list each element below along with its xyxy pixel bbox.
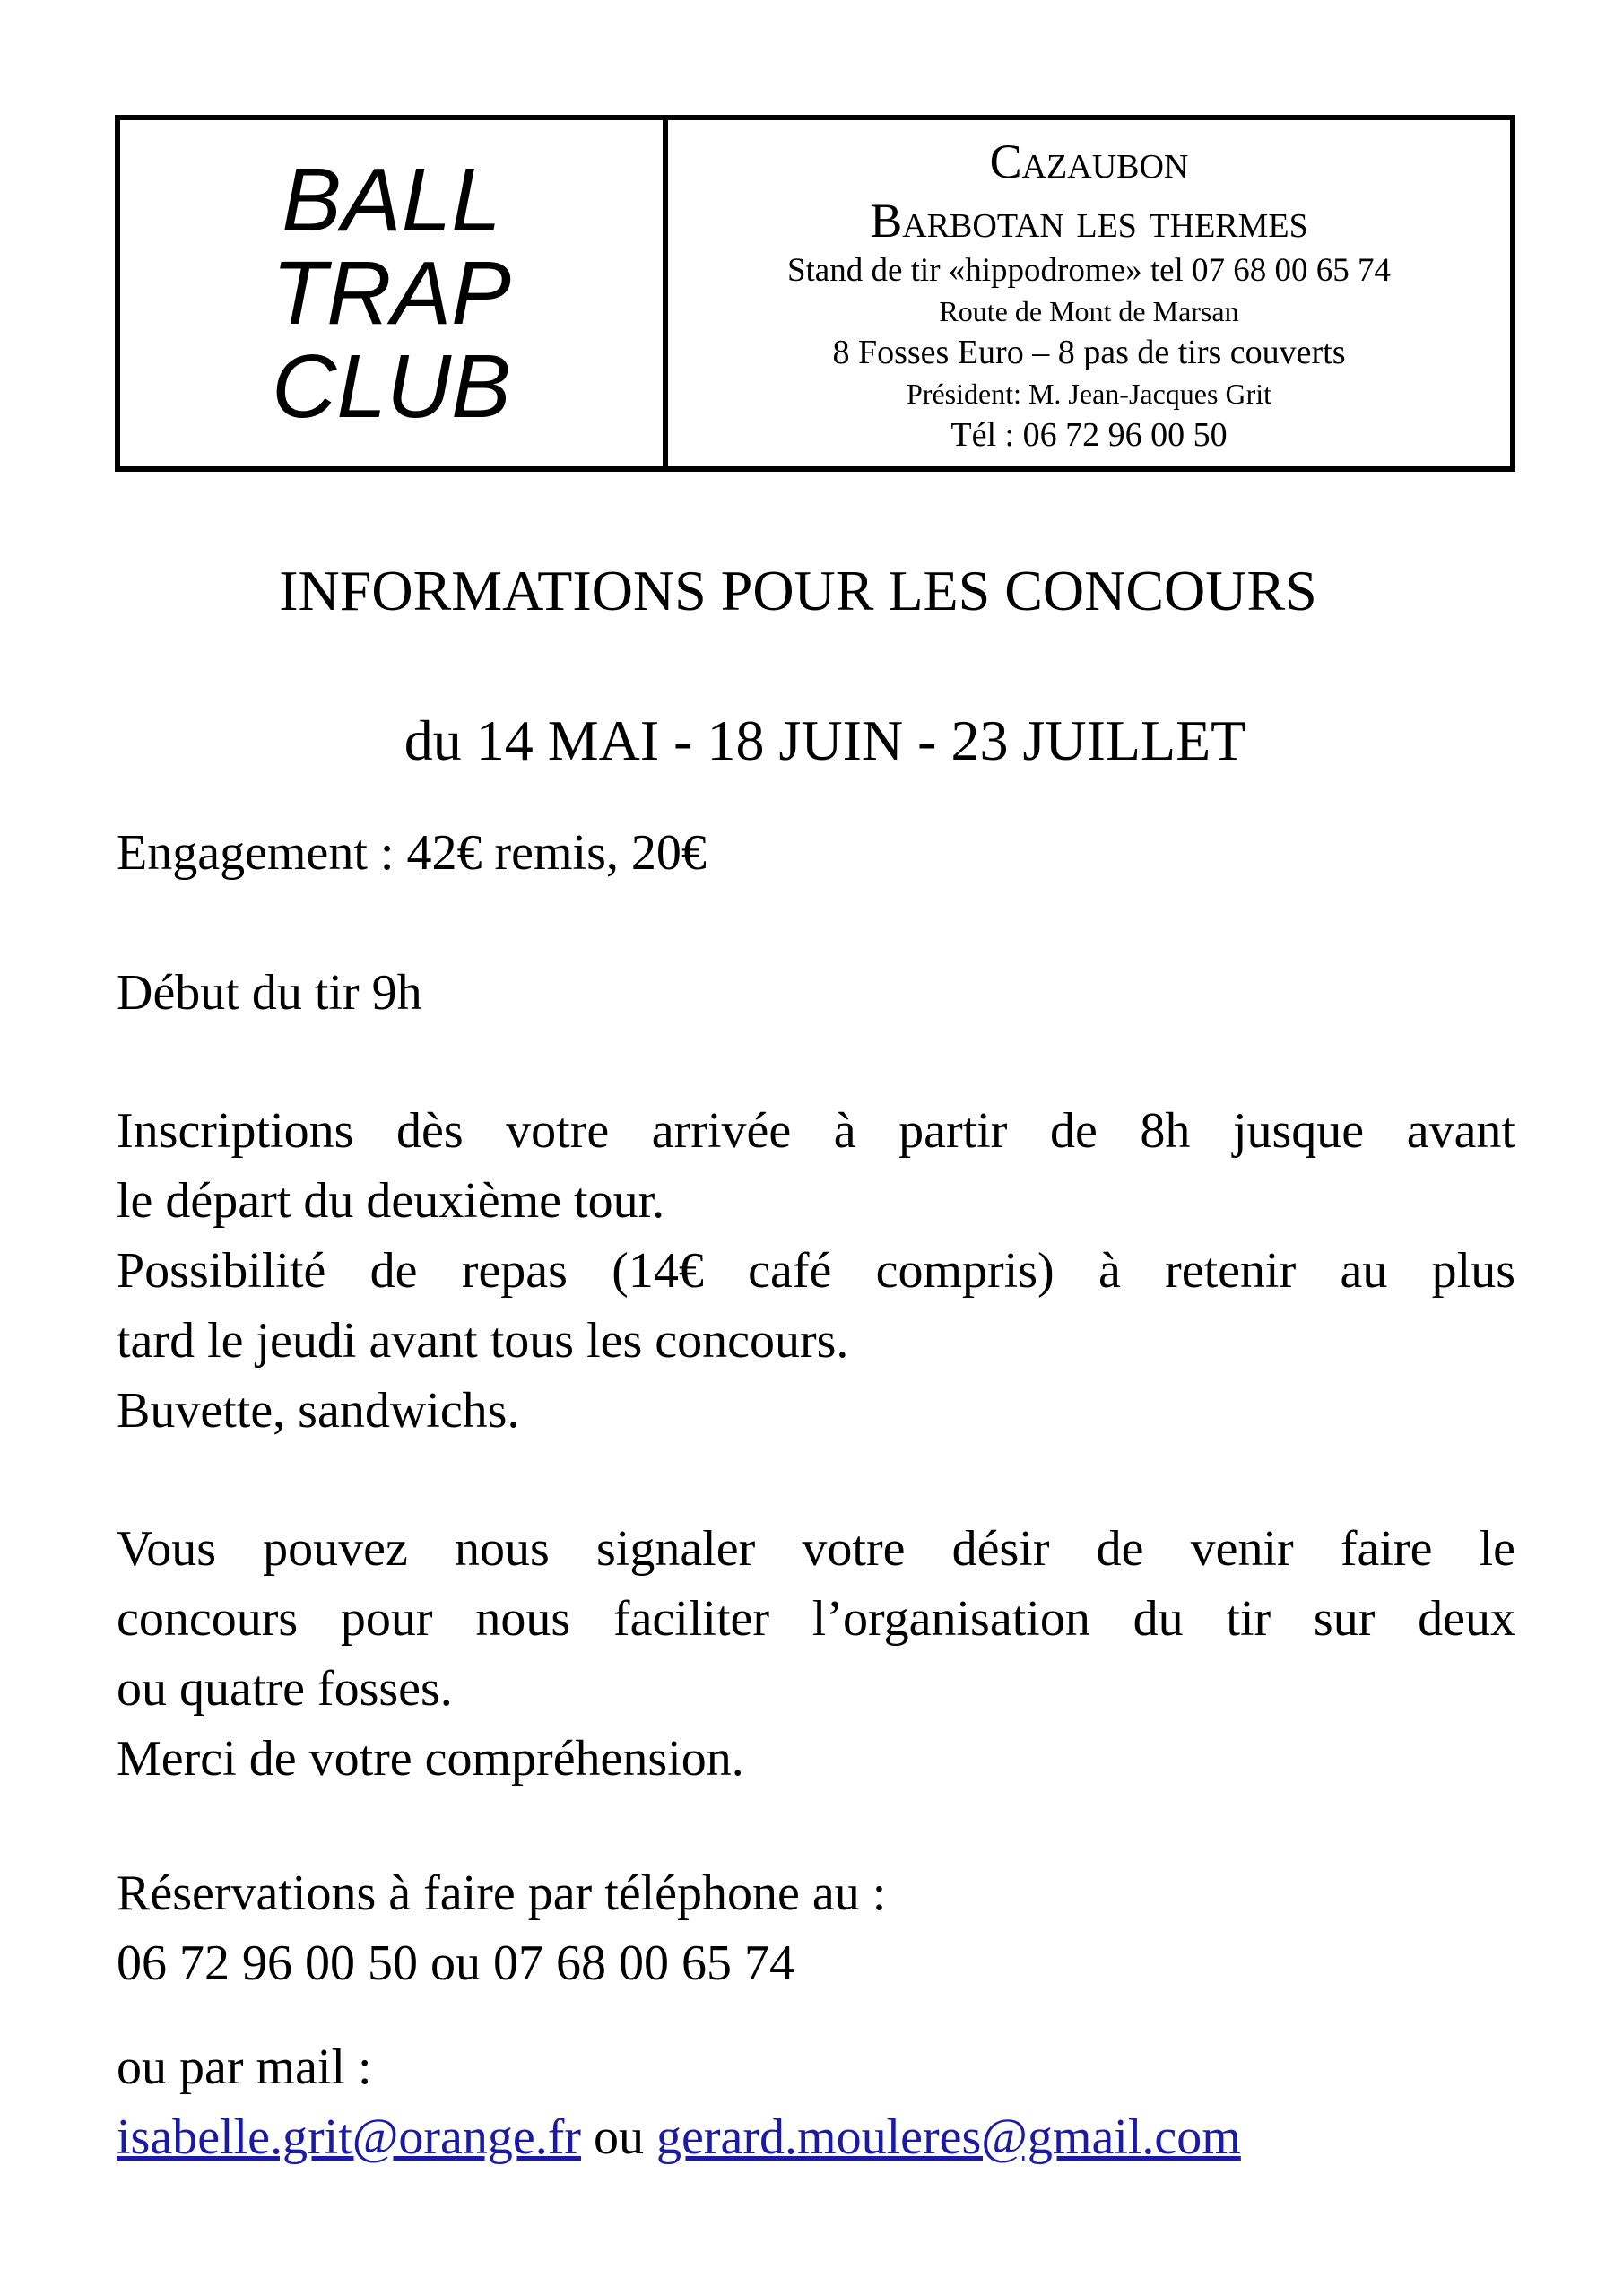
signaler-line-2: concours pour nous faciliter l’organisation du tir sur deux — [117, 1591, 1515, 1647]
town-name: Cazaubon — [989, 135, 1189, 188]
email-link-gerard[interactable]: gerard.mouleres@gmail.com — [656, 2109, 1241, 2165]
fosses-info: 8 Fosses Euro – 8 pas de tirs couverts — [832, 334, 1346, 371]
inscriptions-line-4: tard le jeudi avant tous les concours. — [117, 1313, 849, 1369]
subtown-name: Barbotan les thermes — [870, 194, 1308, 248]
mail-label: ou par mail : — [117, 2039, 372, 2095]
signaler-paragraph — [117, 1514, 1515, 1794]
club-name-line-1: BALL — [282, 150, 501, 250]
inscriptions-line-2: le départ du deuxième tour. — [117, 1173, 665, 1229]
president-info: Président: M. Jean-Jacques Grit — [906, 378, 1271, 410]
start-time-text: Début du tir 9h — [117, 965, 422, 1021]
signaler-line-3: ou quatre fosses. — [117, 1661, 453, 1717]
route-info: Route de Mont de Marsan — [939, 295, 1239, 327]
page-title: INFORMATIONS POUR LES CONCOURS — [279, 559, 1317, 622]
club-name — [120, 120, 668, 466]
signaler-line-1: Vous pouvez nous signaler votre désir de venir faire le — [117, 1521, 1515, 1577]
engagement-fee — [117, 818, 1515, 888]
start-time — [117, 958, 1515, 1028]
mail-paragraph — [117, 2032, 1515, 2172]
club-name-line-2: TRAP — [272, 243, 511, 344]
phone-info: Tél : 06 72 96 00 50 — [950, 416, 1228, 454]
signaler-line-4: Merci de votre compréhension. — [117, 1731, 744, 1787]
reservations-line-1: Réservations à faire par téléphone au : — [117, 1866, 887, 1921]
stand-info: Stand de tir «hippodrome» tel 07 68 00 65 74 — [786, 252, 1392, 289]
mail-links — [117, 2102, 1515, 2172]
reservations-phones: 06 72 96 00 50 ou 07 68 00 65 74 — [117, 1935, 794, 1991]
inscriptions-line-3: Possibilité de repas (14€ café compris) à retenir au plus — [117, 1243, 1515, 1299]
club-info — [668, 120, 1510, 466]
email-link-isabelle[interactable]: isabelle.grit@orange.fr — [117, 2109, 582, 2165]
mail-separator: ou — [581, 2109, 657, 2165]
inscriptions-paragraph — [117, 1096, 1515, 1446]
inscriptions-line-1: Inscriptions dès votre arrivée à partir de 8h jusque avant — [117, 1103, 1515, 1159]
reservations-paragraph — [117, 1858, 1515, 1998]
inscriptions-line-5: Buvette, sandwichs. — [117, 1383, 520, 1439]
club-header-box — [115, 115, 1515, 472]
engagement-text: Engagement : 42€ remis, 20€ — [117, 825, 707, 881]
competition-dates: du 14 MAI - 18 JUIN - 23 JUILLET — [404, 709, 1246, 772]
club-name-line-3: CLUB — [272, 336, 511, 437]
